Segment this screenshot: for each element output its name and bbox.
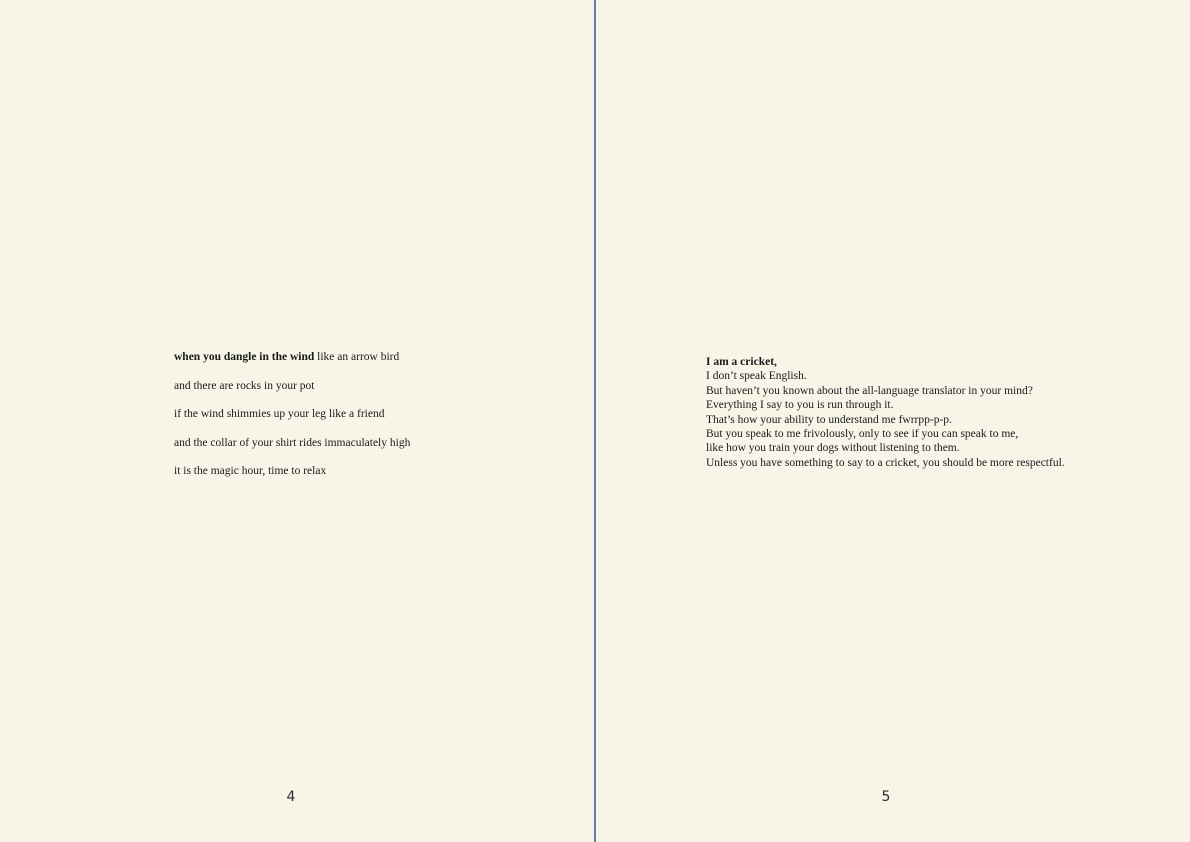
- poem-line-text: like an arrow bird: [314, 351, 400, 363]
- poem-title: I am a cricket,: [706, 356, 777, 368]
- right-poem: [706, 355, 1065, 470]
- poem-line: [174, 348, 410, 377]
- poem-line: Everything I say to you is run through it.: [706, 399, 894, 412]
- poem-line-text: it is the magic hour, time to relax: [174, 465, 327, 478]
- poem-line-text: and the collar of your shirt rides immaculately high: [174, 436, 411, 449]
- poem-line: That’s how your ability to understand me fwrrpp-p-p.: [706, 413, 952, 426]
- poem-line: Unless you have something to say to a cricket, you should be more respectful.: [706, 456, 1065, 469]
- poem-line-bold: when you dangle in the wind: [174, 351, 315, 363]
- page-number-right: 5: [881, 789, 891, 805]
- page-number-left: 4: [286, 789, 296, 805]
- poem-line: [174, 462, 410, 491]
- poem-line-text: and there are rocks in your pot: [174, 379, 315, 392]
- poem-line-text: if the wind shimmies up your leg like a friend: [174, 408, 385, 421]
- poem-line: like how you train your dogs without listening to them.: [706, 442, 960, 455]
- right-page: [596, 0, 1190, 842]
- poem-line: But haven’t you known about the all-language translator in your mind?: [706, 384, 1033, 397]
- poem-line: [174, 405, 410, 434]
- poem-line: I don’t speak English.: [706, 370, 807, 383]
- poem-line: [174, 434, 410, 463]
- poem-line: But you speak to me frivolously, only to see if you can speak to me,: [706, 428, 1019, 441]
- left-poem: [174, 348, 410, 491]
- poem-line: [174, 377, 410, 406]
